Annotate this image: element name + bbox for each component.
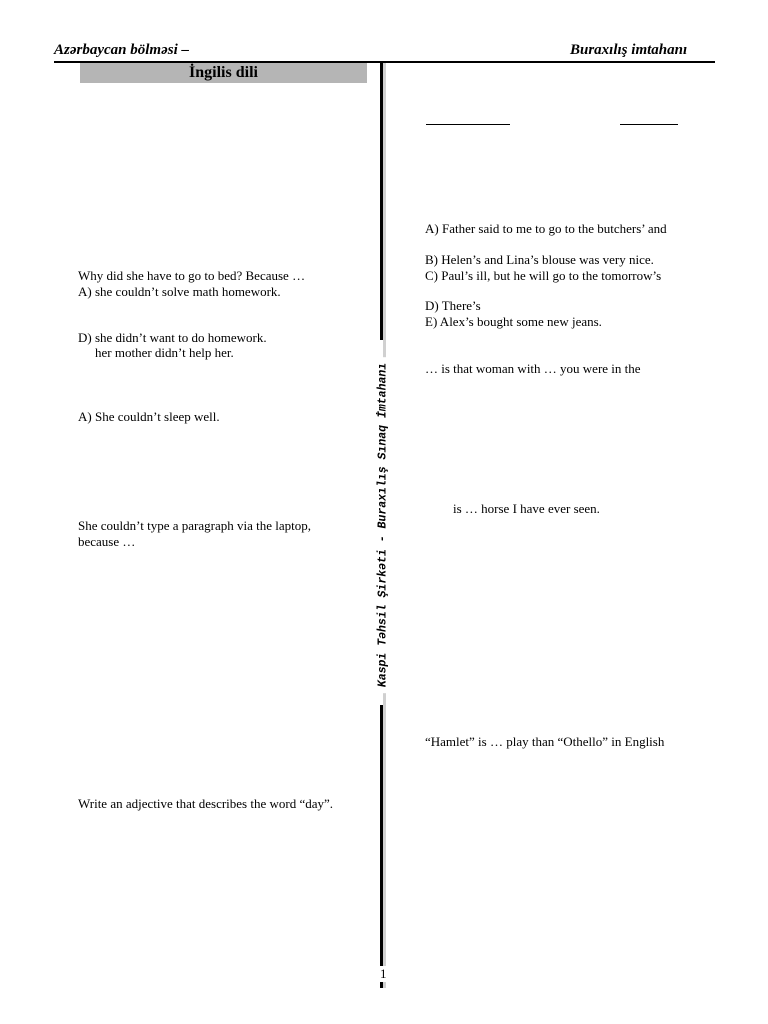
question-adjective: Write an adjective that describes the word “day”. — [78, 796, 334, 811]
question-laptop-line1: She couldn’t type a paragraph via the laptop, — [78, 518, 311, 533]
question-bed-option-d: D) she didn’t want to do homework. — [78, 330, 267, 345]
answer-blank-1 — [426, 124, 510, 125]
question-laptop-line2: because … — [78, 534, 136, 549]
header-section-title: Azərbaycan bölməsi – — [54, 42, 189, 58]
question-woman: … is that woman with … you were in the — [425, 361, 641, 376]
option-b: B) Helen’s and Lina’s blouse was very nice. — [425, 252, 654, 267]
answer-blank-2 — [620, 124, 678, 125]
side-watermark-label: Kaspi Təhsil Şirkəti - Buraxılış Sınaq İmtahanı — [377, 357, 390, 693]
question-bed-option-a: A) she couldn’t solve math homework. — [78, 284, 281, 299]
option-d: D) There’s — [425, 298, 481, 313]
option-a: A) Father said to me to go to the butchers’ and — [425, 221, 667, 236]
question-bed: Why did she have to go to bed? Because … — [78, 268, 306, 283]
divider-bottom — [380, 705, 383, 988]
question-horse: is … horse I have ever seen. — [453, 501, 600, 516]
option-e: E) Alex’s bought some new jeans. — [425, 314, 602, 329]
subject-title: İngilis dili — [80, 63, 367, 83]
page-number: 1 — [380, 966, 387, 981]
option-c: C) Paul’s ill, but he will go to the tomorrow’s — [425, 268, 662, 283]
question-hamlet: “Hamlet” is … play than “Othello” in English — [425, 734, 665, 749]
divider-top — [380, 63, 383, 340]
question-sleep-option-a: A) She couldn’t sleep well. — [78, 409, 220, 424]
question-bed-option-e: her mother didn’t help her. — [95, 345, 234, 360]
header-exam-title: Buraxılış imtahanı — [570, 42, 688, 58]
